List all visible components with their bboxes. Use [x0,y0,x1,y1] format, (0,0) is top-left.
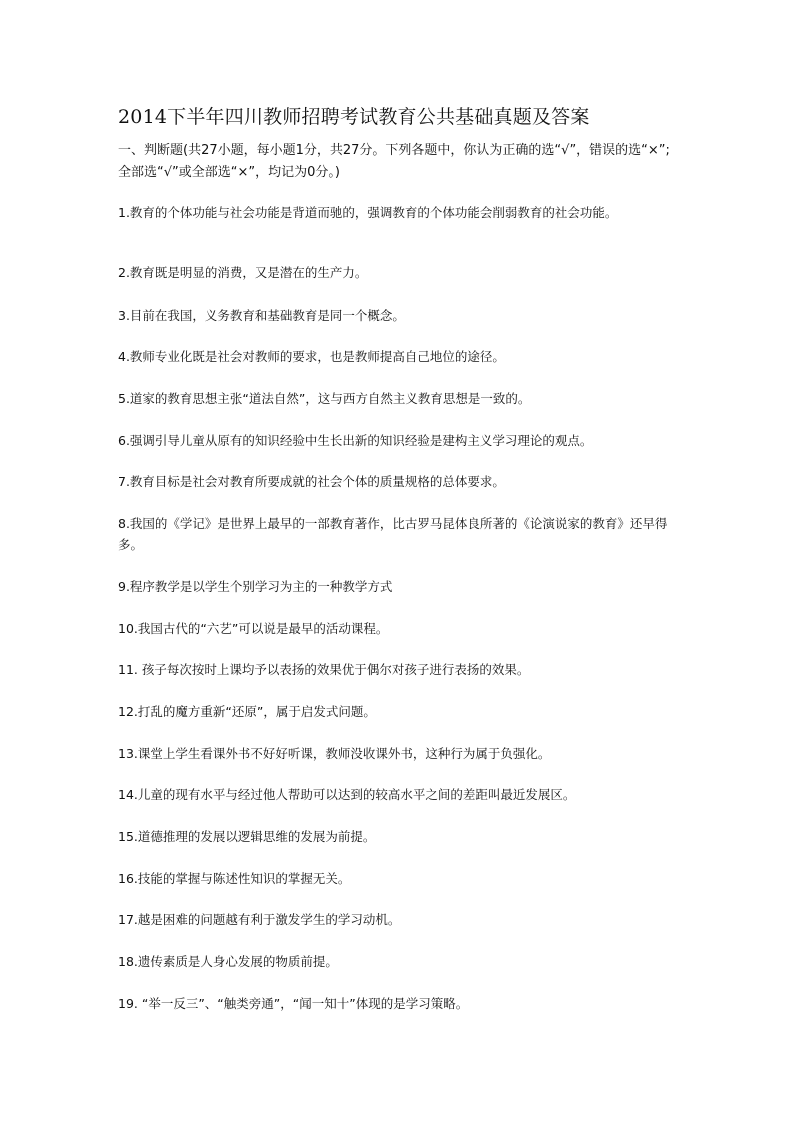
question-item: 10.我国古代的“六艺”可以说是最早的活动课程。 [118,621,389,636]
question-item: 6.强调引导儿童从原有的知识经验中生长出新的知识经验是建构主义学习理论的观点。 [118,433,593,448]
question-item: 5.道家的教育思想主张“道法自然”，这与西方自然主义教育思想是一致的。 [118,391,531,406]
question-item: 14.儿童的现有水平与经过他人帮助可以达到的较高水平之间的差距叫最近发展区。 [118,787,576,802]
question-item: 4.教师专业化既是社会对教师的要求，也是教师提高自己地位的途径。 [118,349,505,364]
question-item: 2.教育既是明显的消费，又是潜在的生产力。 [118,265,368,280]
page-title: 2014下半年四川教师招聘考试教育公共基础真题及答案 [118,106,590,128]
section-instructions: 一、判断题(共27小题，每小题1分，共27分。下列各题中，你认为正确的选“√”，错误的选“×”;全部选“√”或全部选“×”，均记为0分。) [118,143,670,180]
question-item: 8.我国的《学记》是世界上最早的一部教育著作，比古罗马昆体良所著的《论演说家的教育》还早得多。 [118,516,668,552]
question-item: 13.课堂上学生看课外书不好好听课，教师没收课外书，这种行为属于负强化。 [118,746,551,761]
question-item: 7.教育目标是社会对教育所要成就的社会个体的质量规格的总体要求。 [118,474,505,489]
question-item: 16.技能的掌握与陈述性知识的掌握无关。 [118,871,351,886]
question-item: 12.打乱的魔方重新“还原”，属于启发式问题。 [118,704,376,719]
question-item: 15.道德推理的发展以逻辑思维的发展为前提。 [118,829,376,844]
question-item: 1.教育的个体功能与社会功能是背道而驰的，强调教育的个体功能会削弱教育的社会功能。 [118,205,618,220]
question-item: 18.遗传素质是人身心发展的物质前提。 [118,954,338,969]
question-item: 11. 孩子每次按时上课均予以表扬的效果优于偶尔对孩子进行表扬的效果。 [118,662,530,677]
question-item: 9.程序教学是以学生个别学习为主的一种教学方式 [118,579,393,594]
question-item: 19. “举一反三”、“触类旁通”，“闻一知十”体现的是学习策略。 [118,996,469,1011]
question-item: 3.目前在我国，义务教育和基础教育是同一个概念。 [118,308,405,323]
question-item: 17.越是困难的问题越有利于激发学生的学习动机。 [118,912,401,927]
